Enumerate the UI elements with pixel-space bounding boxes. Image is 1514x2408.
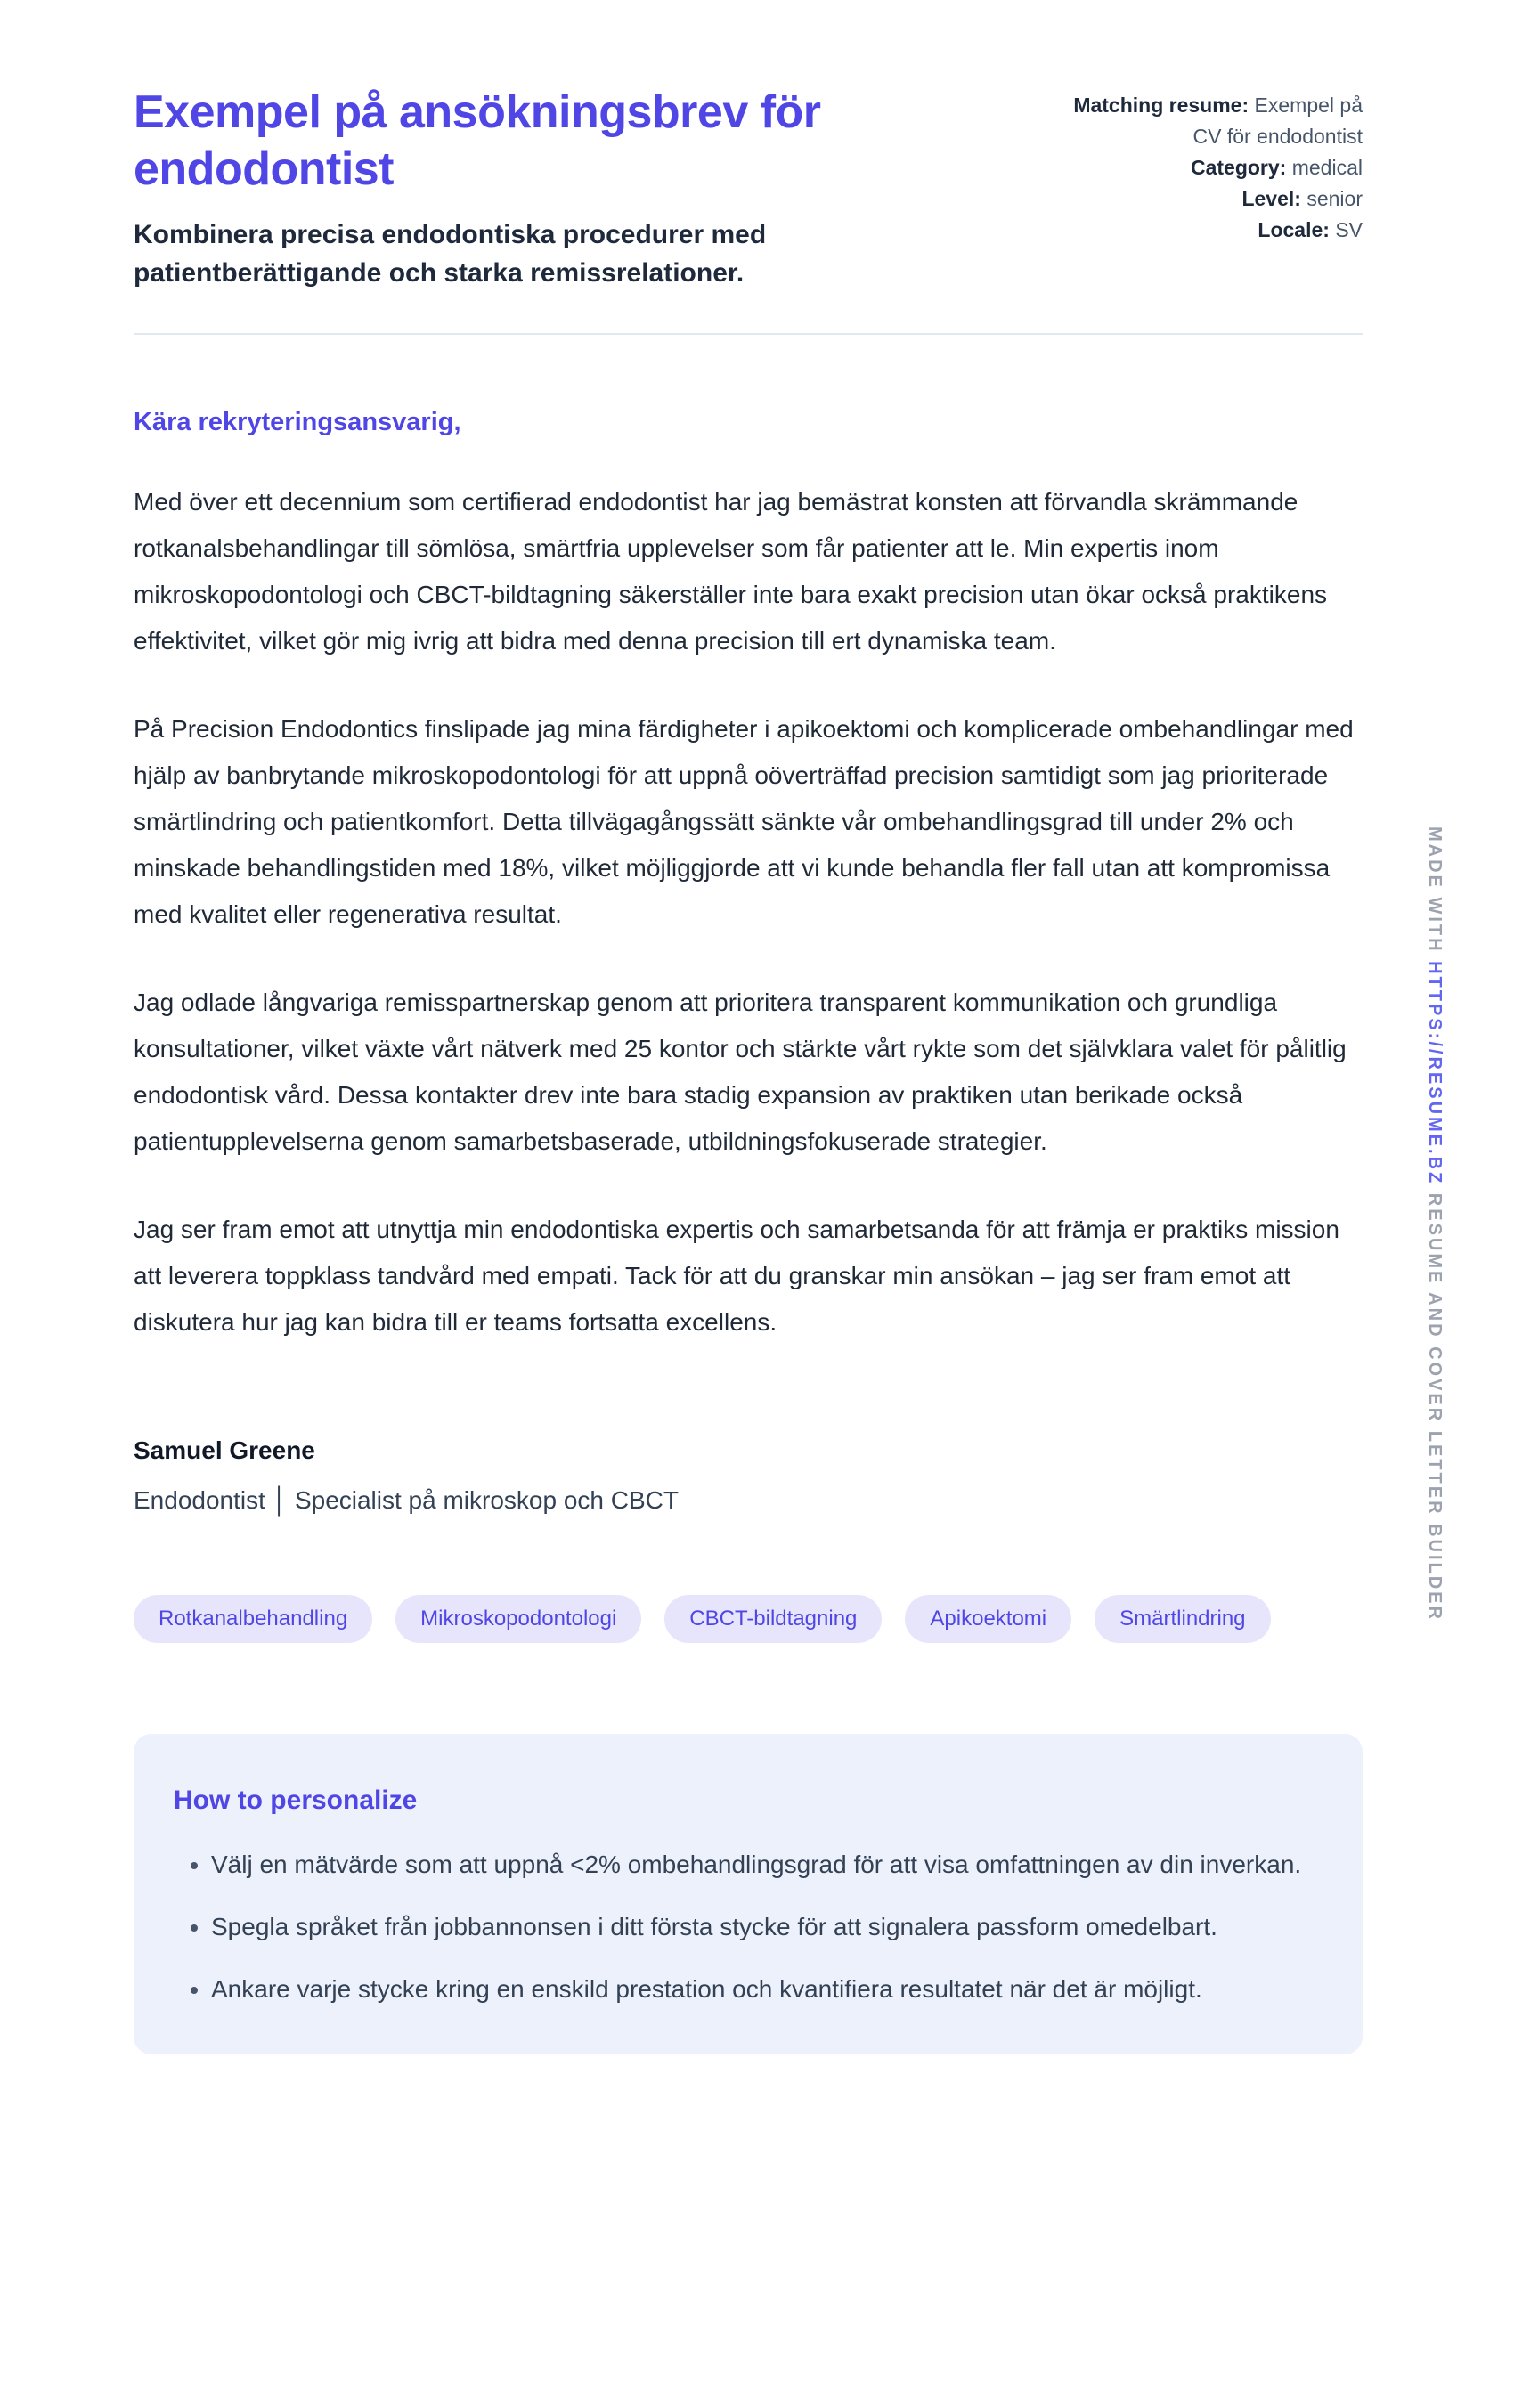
meta-label-category: Category: [1190, 156, 1287, 179]
salutation: Kära rekryteringsansvarig, [134, 408, 461, 437]
keyword-tags [134, 1595, 1363, 1643]
personalize-tip-1: • Välj en mätvärde som att uppnå <2% ombehandlingsgrad för att visa omfattningen av din inverkan. [211, 1843, 1314, 1887]
meta-label-matching-resume: Matching resume: [1073, 94, 1249, 117]
resume-meta-panel [1069, 85, 1363, 246]
meta-label-level: Level: [1241, 187, 1301, 210]
tag-cbct-bildtagning[interactable]: CBCT-bildtagning [664, 1595, 882, 1643]
meta-value-matching-resume: Exempel på CV för endodontist [1192, 94, 1363, 148]
letter-paragraph-4: Jag ser fram emot att utnyttja min endodontiska expertis och samarbetsanda för att främja er praktiks mission att leverera toppklass tandvård med empati. Tack för att du granskar min ansökan – jag ser fram emot att diskutera hur jag kan bidra till er teams fortsatta excellens. [134, 1216, 1339, 1337]
signature-name: Samuel Greene [134, 1436, 315, 1465]
watermark-suffix: RESUME AND COVER LETTER BUILDER [1425, 1192, 1445, 1622]
watermark-prefix: MADE WITH [1425, 826, 1445, 954]
letter-paragraph-2: På Precision Endodontics finslipade jag mina färdigheter i apikoektomi och komplicerade ombehandlingar med hjälp av banbrytande mikroskopodontologi för att uppnå oöverträffad precision samtidigt som jag prioriterade smärtlindring och patientkomfort. Detta tillvägagångssätt sänkte vår ombehandlingsgrad till under 2% och minskade behandlingstiden med 18%, vilket möjliggjorde att vi kunde behandla fler fall utan att kompromissa med kvalitet eller regenerativa resultat. [134, 715, 1354, 929]
meta-row-level [1069, 183, 1363, 215]
meta-value-category: medical [1291, 156, 1363, 179]
signature-role: Endodontist │ Specialist på mikroskop och CBCT [134, 1486, 679, 1515]
cover-letter-body [134, 408, 1363, 1515]
personalize-tip-3: • Ankare varje stycke kring en enskild prestation och kvantifiera resultatet när det är möjligt. [211, 1967, 1314, 2012]
header-title-block [134, 85, 926, 292]
tag-smartlindring[interactable]: Smärtlindring [1095, 1595, 1270, 1643]
header [134, 85, 1363, 292]
tag-mikroskopodontologi[interactable]: Mikroskopodontologi [395, 1595, 641, 1643]
meta-value-level: senior [1306, 187, 1363, 210]
personalize-tips-list [174, 1843, 1314, 2012]
header-divider [134, 333, 1363, 335]
meta-label-locale: Locale: [1258, 218, 1330, 241]
meta-value-locale: SV [1335, 218, 1363, 241]
page-subtitle: Kombinera precisa endodontiska procedurer med patientberättigande och starka remissrelationer. [134, 219, 767, 288]
personalize-card-title: How to personalize [174, 1786, 418, 1816]
personalize-tip-2: • Spegla språket från jobbannonsen i ditt första stycke för att signalera passform omedelbart. [211, 1905, 1314, 1949]
tag-apikoektomi[interactable]: Apikoektomi [905, 1595, 1071, 1643]
letter-paragraph-3: Jag odlade långvariga remisspartnerskap genom att prioritera transparent kommunikation och grundliga konsultationer, vilket växte vårt nätverk med 25 kontor och stärkte vårt rykte som det självklara valet för pålitlig endodontisk vård. Dessa kontakter drev inte bara stadig expansion av praktiken utan berikade också patientupplevelserna genom samarbetsbaserade, utbildningsfokuserade strategier. [134, 988, 1347, 1156]
meta-row-category [1069, 152, 1363, 183]
tag-rotkanalbehandling[interactable]: Rotkanalbehandling [134, 1595, 372, 1643]
meta-row-locale [1069, 215, 1363, 246]
page-title: Exempel på ansökningsbrev för endodontist [134, 86, 821, 195]
watermark-resume-bz-link[interactable]: HTTPS://RESUME.BZ [1425, 961, 1445, 1186]
personalize-card [134, 1734, 1363, 2054]
meta-row-matching-resume [1069, 90, 1363, 152]
letter-paragraph-1: Med över ett decennium som certifierad endodontist har jag bemästrat konsten att förvandla skrämmande rotkanalsbehandlingar till sömlösa, smärtfria upplevelser som får patienter att le. Min expertis inom mikroskopodontologi och CBCT-bildtagning säkerställer inte bara exakt precision utan ökar också praktikens effektivitet, vilket gör mig ivrig att bidra med denna precision till ert dynamiska team. [134, 488, 1328, 655]
made-with-watermark [1424, 826, 1445, 1622]
